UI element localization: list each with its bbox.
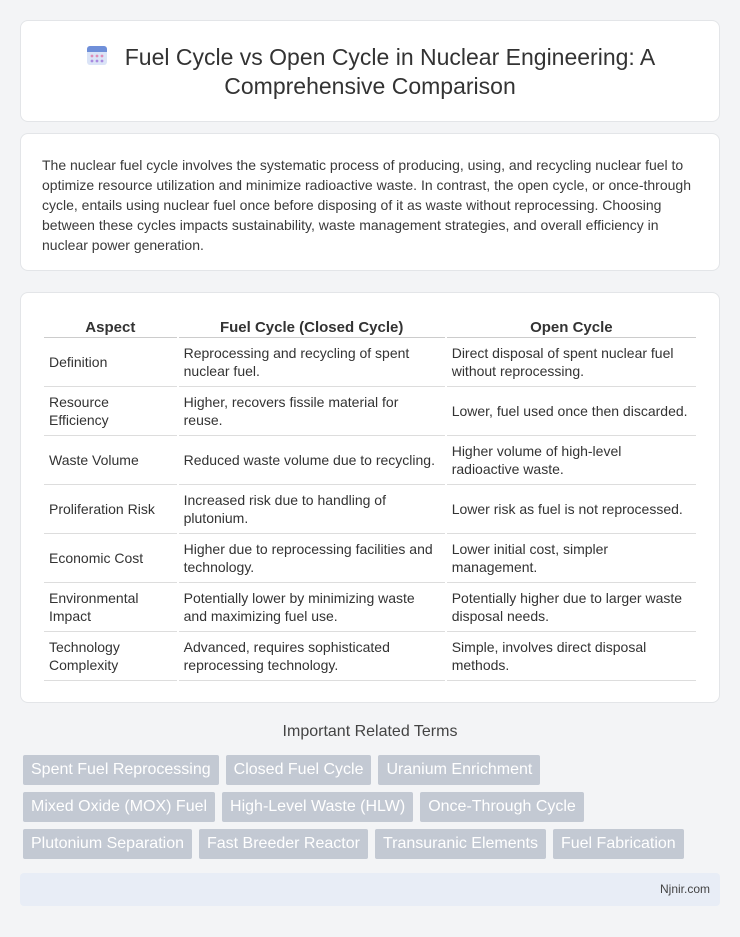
term-tag[interactable]: Closed Fuel Cycle xyxy=(226,755,372,785)
cell-fuel-cycle: Advanced, requires sophisticated reprocessing technology. xyxy=(179,632,445,681)
cell-open-cycle: Lower, fuel used once then discarded. xyxy=(447,387,696,436)
cell-aspect: Resource Efficiency xyxy=(44,387,177,436)
table-row xyxy=(44,534,696,583)
term-row xyxy=(23,755,723,785)
table-row xyxy=(44,338,696,387)
comparison-table xyxy=(42,316,698,681)
cell-aspect: Economic Cost xyxy=(44,534,177,583)
cell-aspect: Technology Complexity xyxy=(44,632,177,681)
table-row xyxy=(44,485,696,534)
table-header-row xyxy=(44,316,696,338)
cell-aspect: Proliferation Risk xyxy=(44,485,177,534)
page-title xyxy=(61,43,679,101)
cell-fuel-cycle: Higher due to reprocessing facilities and technology. xyxy=(179,534,445,583)
cell-fuel-cycle: Higher, recovers fissile material for reuse. xyxy=(179,387,445,436)
cell-fuel-cycle: Increased risk due to handling of plutonium. xyxy=(179,485,445,534)
cell-fuel-cycle: Potentially lower by minimizing waste and maximizing fuel use. xyxy=(179,583,445,632)
cell-fuel-cycle: Reduced waste volume due to recycling. xyxy=(179,436,445,485)
related-terms-heading: Important Related Terms xyxy=(282,723,458,740)
cell-open-cycle: Potentially higher due to larger waste disposal needs. xyxy=(447,583,696,632)
cell-aspect: Waste Volume xyxy=(44,436,177,485)
term-tag[interactable]: Fast Breeder Reactor xyxy=(199,829,368,859)
term-tag[interactable]: Plutonium Separation xyxy=(23,829,192,859)
header-fuel-cycle: Fuel Cycle (Closed Cycle) xyxy=(179,316,445,338)
footer-site-name: Njnir.com xyxy=(659,882,710,896)
calendar-icon xyxy=(85,43,109,67)
term-tag[interactable]: Transuranic Elements xyxy=(375,829,546,859)
cell-open-cycle: Lower initial cost, simpler management. xyxy=(447,534,696,583)
intro-paragraph: The nuclear fuel cycle involves the systematic process of producing, using, and recycling nuclear fuel to optimize resource utilization and minimize radioactive waste. In contrast, the open cycle, or once-through cycle, entails using nuclear fuel once before disposing of it as waste without reprocessing. Choosing between these cycles impacts sustainability, waste management strategies, and overall efficiency in nuclear power generation. xyxy=(42,157,691,253)
term-row xyxy=(23,792,723,822)
cell-open-cycle: Lower risk as fuel is not reprocessed. xyxy=(447,485,696,534)
table-row xyxy=(44,583,696,632)
header-aspect: Aspect xyxy=(44,316,177,338)
table-row xyxy=(44,632,696,681)
comparison-card xyxy=(20,292,720,703)
cell-open-cycle: Simple, involves direct disposal methods. xyxy=(447,632,696,681)
cell-aspect: Definition xyxy=(44,338,177,387)
cell-open-cycle: Direct disposal of spent nuclear fuel without reprocessing. xyxy=(447,338,696,387)
table-row xyxy=(44,436,696,485)
term-tag[interactable]: Spent Fuel Reprocessing xyxy=(23,755,219,785)
term-tag[interactable]: Once-Through Cycle xyxy=(420,792,584,822)
term-tag[interactable]: Fuel Fabrication xyxy=(553,829,684,859)
page-title-text: Fuel Cycle vs Open Cycle in Nuclear Engineering: A Comprehensive Comparison xyxy=(124,44,656,99)
cell-open-cycle: Higher volume of high-level radioactive waste. xyxy=(447,436,696,485)
related-terms xyxy=(23,755,723,866)
term-row xyxy=(23,829,723,859)
title-card xyxy=(20,20,720,122)
cell-aspect: Environmental Impact xyxy=(44,583,177,632)
footer xyxy=(20,873,720,906)
intro-card xyxy=(20,133,720,271)
term-tag[interactable]: Uranium Enrichment xyxy=(378,755,540,785)
term-tag[interactable]: High-Level Waste (HLW) xyxy=(222,792,413,822)
term-tag[interactable]: Mixed Oxide (MOX) Fuel xyxy=(23,792,215,822)
table-row xyxy=(44,387,696,436)
header-open-cycle: Open Cycle xyxy=(447,316,696,338)
cell-fuel-cycle: Reprocessing and recycling of spent nuclear fuel. xyxy=(179,338,445,387)
